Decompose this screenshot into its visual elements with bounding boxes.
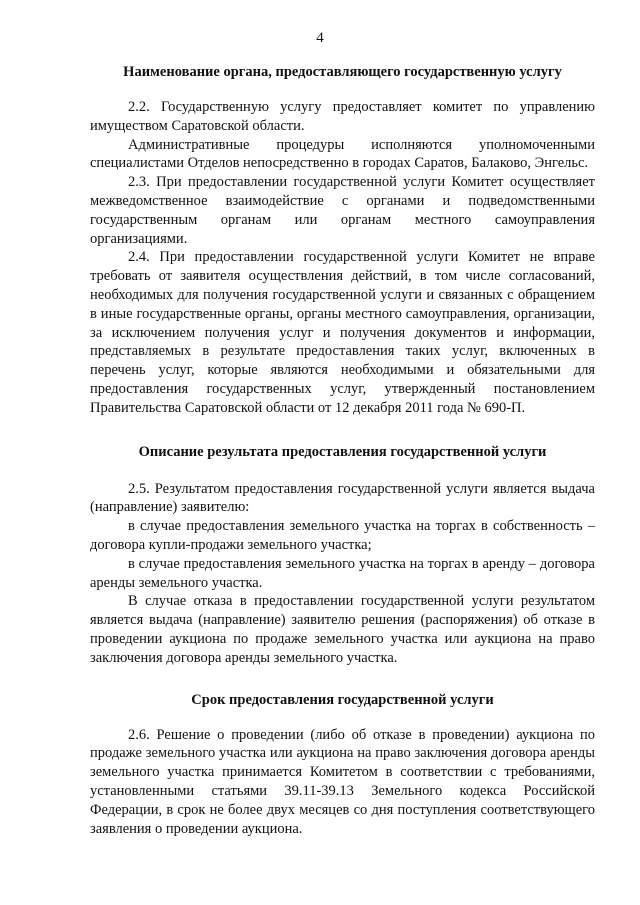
document-body bbox=[90, 62, 595, 838]
page-number: 4 bbox=[316, 30, 324, 46]
paragraph-refusal: В случае отказа в предоставлении государственной услуги результатом является выдача (направление) заявителю решения (распоряжения) об отказе в проведении аукциона по продаже земельного участка или аукциона на право заключения договора аренды земельного участка. bbox=[90, 593, 595, 666]
section-heading-authority: Наименование органа, предоставляющего государственную услугу bbox=[123, 64, 562, 80]
paragraph-admin-procedures: Административные процедуры исполняются уполномоченными специалистами Отделов непосредственно в городах Саратов, Балаково, Энгельс. bbox=[90, 136, 595, 172]
section-heading-term: Срок предоставления государственной услуги bbox=[191, 691, 494, 708]
paragraph-2-4: 2.4. При предоставлении государственной услуги Комитет не вправе требовать от заявителя осуществления действий, в том числе согласований, необходимых для получения государственной услуги и связанных с обращением в иные государственные органы, органы местного самоуправления, организации, за исключением получения услуг и получения документов и информации, представляемых в результате предоставления таких услуг, включенных в перечень услуг, которые являются необходимыми и обязательными для предоставления государственных услуг, утвержденный постановлением Правительства Саратовской области от 12 декабря 2011 года № 690-П. bbox=[90, 249, 595, 416]
paragraph-2-2: 2.2. Государственную услугу предоставляет комитет по управлению имуществом Саратовской области. bbox=[90, 99, 595, 134]
paragraph-2-3: 2.3. При предоставлении государственной услуги Комитет осуществляет межведомственное взаимодействие с органами и подведомственными государственным органам или органам местного самоуправления организациями. bbox=[90, 174, 595, 247]
section-heading-result: Описание результата предоставления государственной услуги bbox=[138, 443, 547, 460]
paragraph-2-6: 2.6. Решение о проведении (либо об отказе в проведении) аукциона по продаже земельного участка или аукциона на право заключения договора аренды земельного участка принимается Комитетом в соответствии с требованиями, установленными статьями 39.11-39.13 Земельного кодекса Российской Федерации, в срок не более двух месяцев со дня поступления соответствующего заявления о проведении аукциона. bbox=[90, 726, 595, 837]
paragraph-2-5: 2.5. Результатом предоставления государственной услуги является выдача (направление) заявителю: bbox=[90, 480, 595, 516]
paragraph-lease-contract: в случае предоставления земельного участка на торгах в аренду – договора аренды земельного участка. bbox=[90, 555, 595, 591]
paragraph-sale-contract: в случае предоставления земельного участка на торгах в собственность – договора купли-продажи земельного участка; bbox=[90, 518, 595, 553]
